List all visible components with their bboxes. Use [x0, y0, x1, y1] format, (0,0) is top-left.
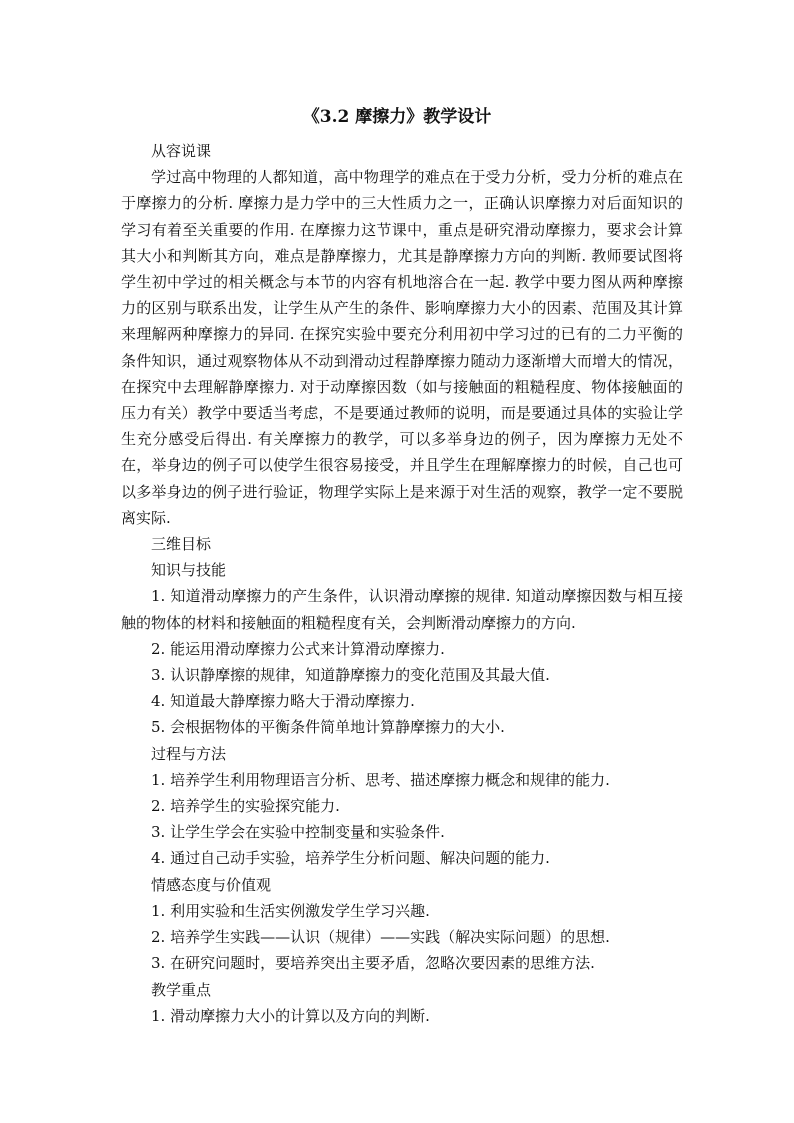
section-heading: 从容说课 [151, 142, 212, 160]
list-item: 5. 会根据物体的平衡条件简单地计算静摩擦力的大小. [151, 718, 505, 737]
list-item: 3. 在研究问题时，要培养突出主要矛盾，忽略次要因素的思维方法. [151, 954, 595, 973]
list-item: 2. 能运用滑动摩擦力公式来计算滑动摩擦力. [151, 639, 445, 658]
list-item: 1. 培养学生利用物理语言分析、思考、描述摩擦力概念和规律的能力. [151, 770, 610, 789]
list-item: 3. 让学生学会在实验中控制变量和实验条件. [151, 823, 445, 842]
list-item: 2. 培养学生实践——认识（规律）——实践（解决实际问题）的思想. [151, 928, 610, 947]
list-item: 1. 滑动摩擦力大小的计算以及方向的判断. [151, 1006, 430, 1025]
list-item: 4. 知道最大静摩擦力略大于滑动摩擦力. [151, 692, 415, 711]
list-item: 2. 培养学生的实验探究能力. [151, 797, 340, 816]
list-item: 1. 知道滑动摩擦力的产生条件，认识滑动摩擦的规律. 知道动摩擦因数与相互接触的物体的材料和接触面的粗糙程度有关，会判断滑动摩擦力的方向. [121, 587, 683, 632]
section-heading: 教学重点 [151, 980, 212, 999]
list-item: 1. 利用实验和生活实例激发学生学习兴趣. [151, 901, 430, 920]
body-paragraph: 学过高中物理的人都知道，高中物理学的难点在于受力分析，受力分析的难点在于摩擦力的分析. 摩擦力是力学中的三大性质力之一，正确认识摩擦力对后面知识的学习有着至关重要的作用. 在摩擦力这节课中，重点是研究滑动摩擦力，要求会计算其大小和判断其方向，难点是静摩擦力，尤其是静摩擦力方向的判断. 教师要试图将学生初中学过的相关概念与本节的内容有机地溶合在一起. 教学中要力图从两种摩擦力的区别与联系出发，让学生从产生的条件、影响摩擦力大小的因素、范围及其计算来理解两种摩擦力的异同. 在探究实验中要充分利用初中学习过的已有的二力平衡的条件知识，通过观察物体从不动到滑动过程静摩擦力随动力逐渐增大而增大的情况，在探究中去理解静摩擦力. 对于动摩擦因数（如与接触面的粗糙程度、物体接触面的压力有关）教学中要适当考虑，不是要通过教师的说明，而是要通过具体的实验让学生充分感受后得出. 有关摩擦力的教学，可以多举身边的例子，因为摩擦力无处不在，举身边的例子可以使学生很容易接受，并且学生在理解摩擦力的时候，自己也可以多举身边的例子进行验证，物理学实际上是来源于对生活的观察，教学一定不要脱离实际. [121, 168, 683, 527]
document-title: 《3.2 摩擦力》教学设计 [302, 107, 492, 127]
subsection-heading: 情感态度与价值观 [151, 875, 272, 894]
subsection-heading: 知识与技能 [151, 561, 227, 580]
section-heading: 三维目标 [151, 535, 212, 554]
list-item: 3. 认识静摩擦的规律，知道静摩擦力的变化范围及其最大值. [151, 666, 550, 685]
subsection-heading: 过程与方法 [151, 744, 227, 763]
list-item: 4. 通过自己动手实验，培养学生分析问题、解决问题的能力. [151, 849, 550, 868]
document-body [121, 138, 683, 1029]
